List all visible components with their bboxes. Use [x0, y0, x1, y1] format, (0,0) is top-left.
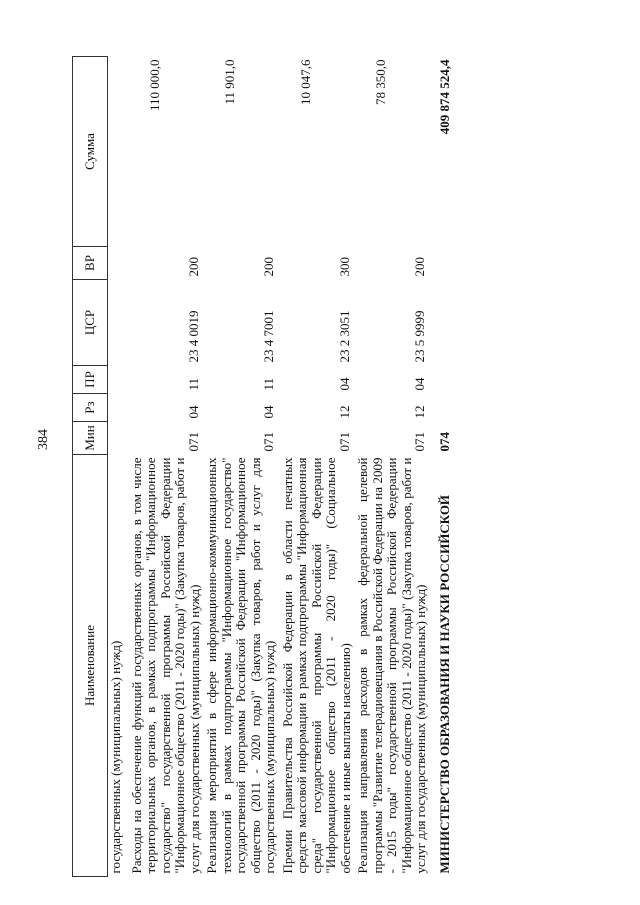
row-vr: 200 — [261, 257, 276, 277]
row-min: 071 — [336, 432, 352, 452]
row-min: 071 — [261, 432, 276, 452]
row-name: Реализация направления расходов в рамках федеральной целевой программы "Развитие телерадиовещания в Российской Федерации на 2009 - 2015 годы" государственной программы Российской Федерации "Информационное общество (2011 - 2020 годы)" (Закупка товаров, работ и услуг для государственных (муниципальных) нужд) — [355, 457, 428, 874]
row-pr: 11 — [261, 377, 276, 391]
row-name: Реализация мероприятий в сфере информационно-коммуникационных технологий в рамках подпрограммы "Информационное государство" государственной программы Российской Федерации "Информационное общество (2011 - 2020 годы)" (Закупка товаров, работ и услуг для государственных (муниципальных) нужд) — [204, 457, 277, 874]
row-csr: 23 4 0019 — [185, 310, 201, 363]
budget-table-page — [72, 57, 610, 877]
row-csr: 23 4 7001 — [261, 310, 276, 363]
department-min: 074 — [436, 432, 452, 452]
row-min: 071 — [185, 432, 201, 452]
header-sum: Сумма — [73, 57, 108, 247]
row-name: Расходы на обеспечение функций государственных органов, в том числе территориальных органов, в рамках подпрограммы "Информационное государство" государственной программы Российской Федерации "Информационное общество (2011 - 2020 годы)" (Закупка товаров, работ и услуг для государственных (муниципальных) нужд) — [128, 457, 202, 874]
row-vr: 200 — [185, 257, 201, 277]
row-sum: 78 350,0 — [373, 59, 388, 105]
header-name: Наименование — [73, 455, 108, 877]
row-sum: 11 901,0 — [222, 59, 237, 105]
continuation-row — [108, 57, 130, 877]
continuation-text: государственных (муниципальных) нужд) — [108, 640, 123, 874]
page-number: 384 — [36, 429, 51, 450]
row-rz: 04 — [185, 405, 201, 419]
row-pr: 04 — [412, 377, 427, 391]
row-sum: 10 047,6 — [297, 59, 313, 105]
department-sum: 409 874 524,4 — [436, 59, 452, 135]
header-pr: ПР — [73, 366, 108, 394]
row-csr: 23 2 3051 — [336, 310, 352, 363]
row-rz: 12 — [336, 405, 352, 419]
table-row — [205, 57, 281, 877]
budget-table — [72, 56, 456, 877]
row-vr: 200 — [412, 257, 427, 277]
table-row — [130, 57, 206, 877]
row-csr: 23 5 9999 — [412, 310, 427, 363]
header-vr: ВР — [73, 247, 108, 280]
row-rz: 12 — [412, 405, 427, 419]
table-header-row — [73, 57, 108, 877]
table-row — [281, 57, 357, 877]
row-min: 071 — [412, 432, 427, 452]
row-vr: 300 — [336, 257, 352, 277]
row-pr: 04 — [336, 377, 352, 391]
header-rz: Рз — [73, 394, 108, 422]
header-min: Мин — [73, 422, 108, 455]
row-sum: 110 000,0 — [146, 59, 162, 112]
table-row — [356, 57, 432, 877]
row-rz: 04 — [261, 405, 276, 419]
row-name: Премии Правительства Российской Федерации в области печатных средств массовой информации в рамках подпрограммы "Информационная среда" государственной программы Российской Федерации "Информационное общество (2011 - 2020 годы)" (Социальное обеспечение и иные выплаты населению) — [279, 457, 353, 874]
row-pr: 11 — [185, 377, 201, 391]
department-name: МИНИСТЕРСТВО ОБРАЗОВАНИЯ И НАУКИ РОССИЙСКОЙ — [436, 494, 452, 874]
header-csr: ЦСР — [73, 280, 108, 366]
department-row — [432, 57, 457, 877]
